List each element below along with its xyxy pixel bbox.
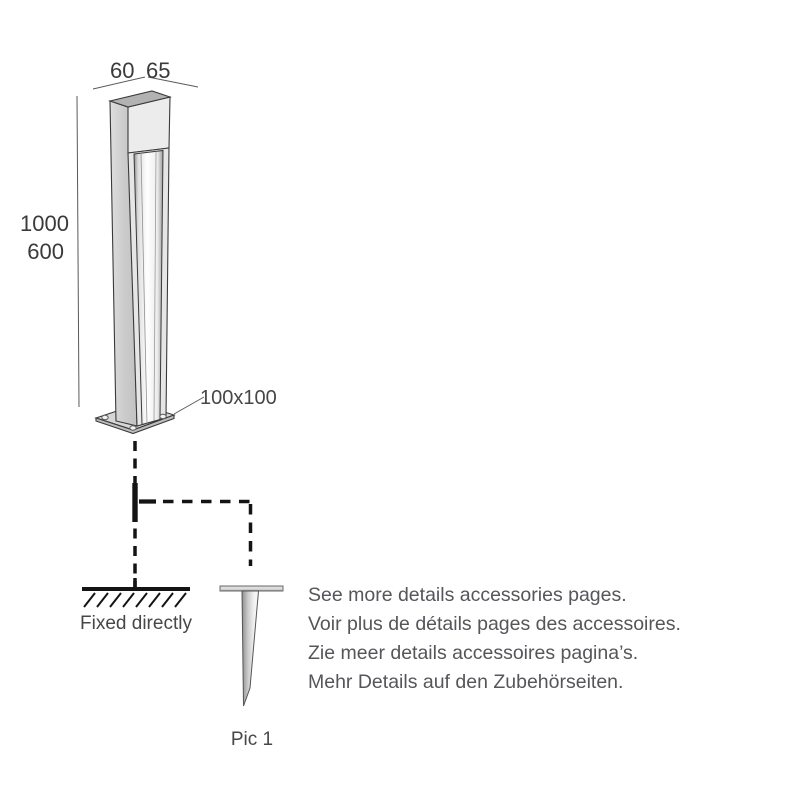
note-line-nl: Zie meer details accessoires pagina’s. (308, 642, 639, 664)
mounting-dashed-lines (132, 441, 253, 587)
bollard-post (110, 91, 170, 426)
ground-symbol (82, 578, 190, 607)
height-dimension-line (77, 96, 79, 407)
dimension-top-width-left: 60 (110, 58, 135, 83)
note-line-fr: Voir plus de détails pages des accessoires. (308, 613, 681, 635)
fixed-directly-label: Fixed directly (80, 613, 192, 634)
dimension-base-plate: 100x100 (200, 387, 277, 409)
dimension-top-width-right: 65 (146, 58, 171, 83)
pic-1-label: Pic 1 (230, 729, 274, 750)
accessory-notes (308, 581, 681, 697)
dimension-height-600: 600 (27, 239, 64, 264)
dimension-height-1000: 1000 (20, 211, 69, 236)
note-line-de: Mehr Details auf den Zubehörseiten. (308, 671, 624, 693)
ground-spike (220, 586, 283, 706)
note-line-en: See more details accessories pages. (308, 584, 627, 606)
